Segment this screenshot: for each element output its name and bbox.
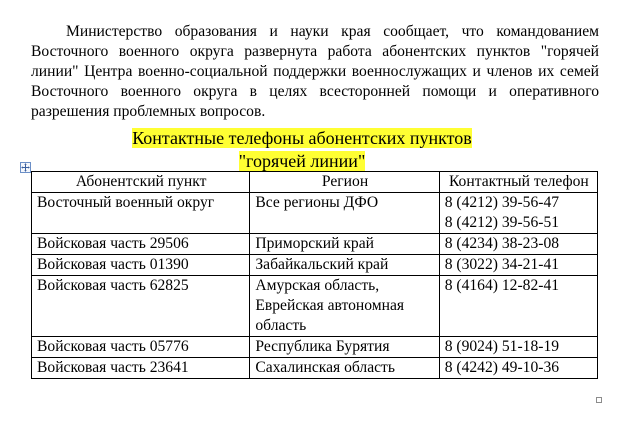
cell-phone — [439, 234, 597, 255]
cell-phone — [439, 255, 597, 276]
cell-region: Все регионы ДФО — [250, 193, 439, 234]
phone-number: 8 (4242) 49-10-36 — [444, 359, 560, 376]
table-resize-handle-icon[interactable] — [596, 397, 602, 403]
cell-phone — [439, 193, 597, 234]
cell-point: Войсковая часть 23641 — [32, 358, 250, 379]
contacts-table — [31, 171, 598, 379]
phone-number: 8 (4212) 39-56-51 — [444, 214, 560, 231]
heading-line-2-text: "горячей линии" — [238, 151, 366, 171]
cell-point: Войсковая часть 05776 — [32, 337, 250, 358]
cell-point: Восточный военный округ — [32, 193, 250, 234]
table-move-handle-icon[interactable] — [20, 162, 31, 173]
cell-phone — [439, 358, 597, 379]
cell-phone — [439, 337, 597, 358]
header-point: Абонентский пункт — [32, 172, 250, 193]
table-row — [32, 276, 598, 337]
cell-point: Войсковая часть 62825 — [32, 276, 250, 337]
phone-number: 8 (9024) 51-18-19 — [444, 338, 560, 355]
table-row — [32, 337, 598, 358]
cell-point: Войсковая часть 29506 — [32, 234, 250, 255]
heading-line-2 — [22, 151, 582, 172]
header-phone: Контактный телефон — [439, 172, 597, 193]
cell-region: Сахалинская область — [250, 358, 439, 379]
heading-line-1 — [22, 128, 582, 149]
cell-point: Войсковая часть 01390 — [32, 255, 250, 276]
cell-region: Республика Бурятия — [250, 337, 439, 358]
intro-paragraph: Министерство образования и науки края сообщает, что командованием Восточного военного округа развернута работа абонентских пунктов "горячей линии" Центра военно-социальной поддержки военнослужащих и членов их семей Восточного военного округа в целях всесторонней помощи и оперативного разрешения проблемных вопросов. — [31, 23, 599, 120]
cell-region: Амурская область, Еврейская автономная область — [250, 276, 439, 337]
heading-line-1-text: Контактные телефоны абонентских пунктов — [132, 128, 472, 148]
header-region: Регион — [250, 172, 439, 193]
table-header-row — [32, 172, 598, 193]
cell-region: Забайкальский край — [250, 255, 439, 276]
phone-number: 8 (4164) 12-82-41 — [444, 277, 560, 294]
table-row — [32, 255, 598, 276]
phone-number: 8 (4234) 38-23-08 — [444, 235, 560, 252]
cell-phone — [439, 276, 597, 337]
phone-number: 8 (3022) 34-21-41 — [444, 256, 560, 273]
phone-number: 8 (4212) 39-56-47 — [444, 194, 560, 211]
cell-region: Приморский край — [250, 234, 439, 255]
table-row — [32, 358, 598, 379]
table-row — [32, 193, 598, 234]
table-row — [32, 234, 598, 255]
